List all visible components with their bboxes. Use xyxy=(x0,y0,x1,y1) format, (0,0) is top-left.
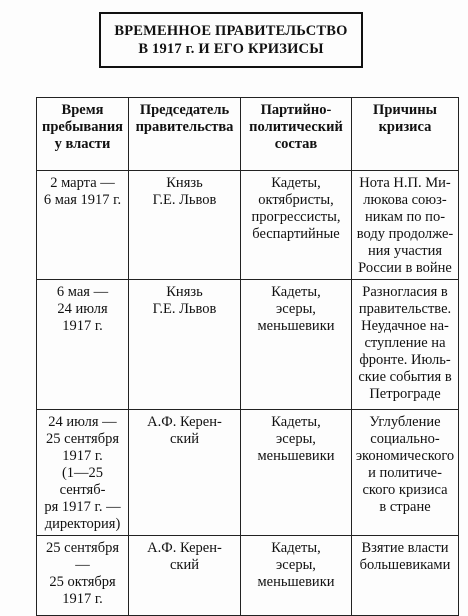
table-row xyxy=(37,536,459,616)
cell-chairman: Князь Г.Е. Львов xyxy=(129,171,241,280)
title-line-2: В 1917 г. И ЕГО КРИЗИСЫ xyxy=(138,41,324,57)
cell-cause: Взятие власти большевиками xyxy=(352,536,459,616)
cell-cause: Разногласия в правительстве. Неудачное на- ступление на фронте. Июль- ские события в Петрограде xyxy=(352,280,459,410)
cell-chairman: А.Ф. Керен- ский xyxy=(129,410,241,536)
cell-period: 6 мая — 24 июля 1917 г. xyxy=(37,280,129,410)
cell-chairman: Князь Г.Е. Львов xyxy=(129,280,241,410)
table-row xyxy=(37,280,459,410)
table-row xyxy=(37,410,459,536)
table-row xyxy=(37,171,459,280)
title-line-1: ВРЕМЕННОЕ ПРАВИТЕЛЬСТВО xyxy=(114,23,348,39)
government-table xyxy=(36,97,459,616)
cell-composition: Кадеты, эсеры, меньшевики xyxy=(241,280,352,410)
header-composition: Партийно- политический состав xyxy=(241,98,352,171)
cell-composition: Кадеты, эсеры, меньшевики xyxy=(241,410,352,536)
table-header-row xyxy=(37,98,459,171)
header-period: Время пребывания у власти xyxy=(37,98,129,171)
cell-period: 25 сентября — 25 октября 1917 г. xyxy=(37,536,129,616)
page-title xyxy=(99,12,363,68)
cell-cause: Нота Н.П. Ми- люкова союз- никам по по- воду продолже- ния участия России в войне xyxy=(352,171,459,280)
cell-cause: Углубление социально- экономического и политиче- ского кризиса в стране xyxy=(352,410,459,536)
cell-period: 2 марта — 6 мая 1917 г. xyxy=(37,171,129,280)
header-chairman: Председатель правительства xyxy=(129,98,241,171)
cell-period: 24 июля — 25 сентября 1917 г. (1—25 сентяб- ря 1917 г. — директория) xyxy=(37,410,129,536)
cell-composition: Кадеты, октябристы, прогрессисты, беспартийные xyxy=(241,171,352,280)
cell-chairman: А.Ф. Керен- ский xyxy=(129,536,241,616)
cell-composition: Кадеты, эсеры, меньшевики xyxy=(241,536,352,616)
header-cause: Причины кризиса xyxy=(352,98,459,171)
